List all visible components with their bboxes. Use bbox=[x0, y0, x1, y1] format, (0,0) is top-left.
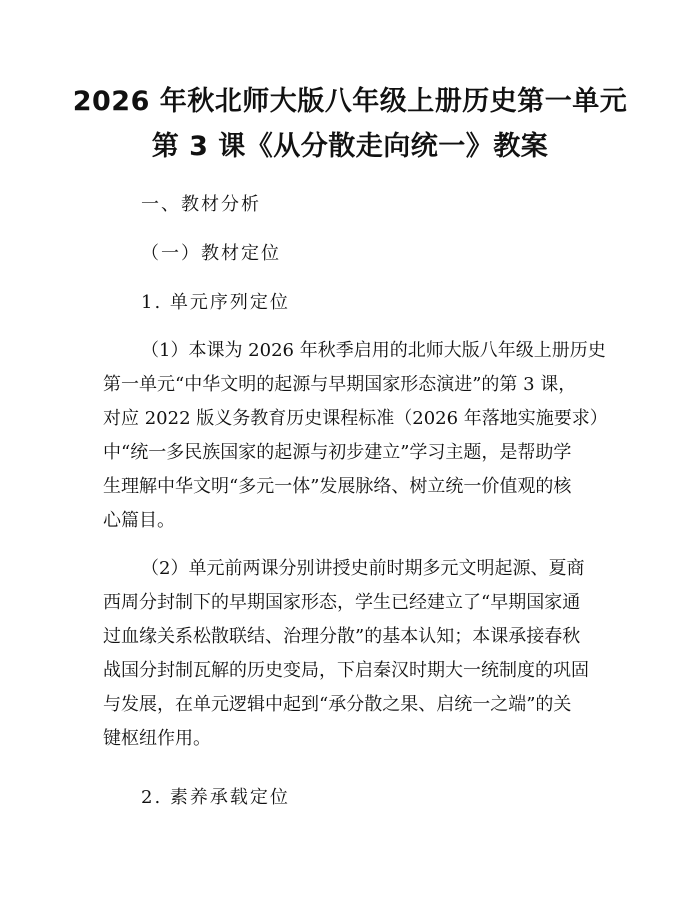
document-title-line-2: 第 3 课《从分散走向统一》教案 bbox=[151, 131, 549, 162]
paragraph-line: 过血缘关系松散联结、治理分散”的基本认知；本课承接春秋 bbox=[103, 626, 581, 647]
paragraph-line: 战国分封制瓦解的历史变局，下启秦汉时期大一统制度的巩固 bbox=[103, 660, 589, 681]
paragraph-line: 中“统一多民族国家的起源与初步建立”学习主题，是帮助学 bbox=[103, 442, 572, 463]
paragraph-line: 对应 2022 版义务教育历史课程标准（2026 年落地实施要求） bbox=[103, 408, 608, 429]
paragraph-line: 心篇目。 bbox=[103, 510, 175, 531]
paragraph-line: 生理解中华文明“多元一体”发展脉络、树立统一价值观的核 bbox=[103, 476, 572, 497]
paragraph-line: （2）单元前两课分别讲授史前时期多元文明起源、夏商 bbox=[141, 558, 585, 579]
section-heading-literacy: 2. 素养承载定位 bbox=[141, 787, 290, 808]
section-heading-unit-sequence: 1. 单元序列定位 bbox=[141, 292, 290, 313]
paragraph-line: （1）本课为 2026 年秋季启用的北师大版八年级上册历史 bbox=[141, 340, 606, 361]
paragraph-line: 西周分封制下的早期国家形态，学生已经建立了“早期国家通 bbox=[103, 592, 581, 613]
paragraph-line: 与发展，在单元逻辑中起到“承分散之果、启统一之端”的关 bbox=[103, 694, 572, 715]
section-heading-analysis: 一、教材分析 bbox=[141, 194, 261, 215]
paragraph-line: 键枢纽作用。 bbox=[103, 728, 211, 749]
section-heading-positioning: （一）教材定位 bbox=[141, 243, 281, 264]
document-title-line-1: 2026 年秋北师大版八年级上册历史第一单元 bbox=[72, 86, 628, 117]
paragraph-line: 第一单元“中华文明的起源与早期国家形态演进”的第 3 课， bbox=[103, 374, 577, 395]
